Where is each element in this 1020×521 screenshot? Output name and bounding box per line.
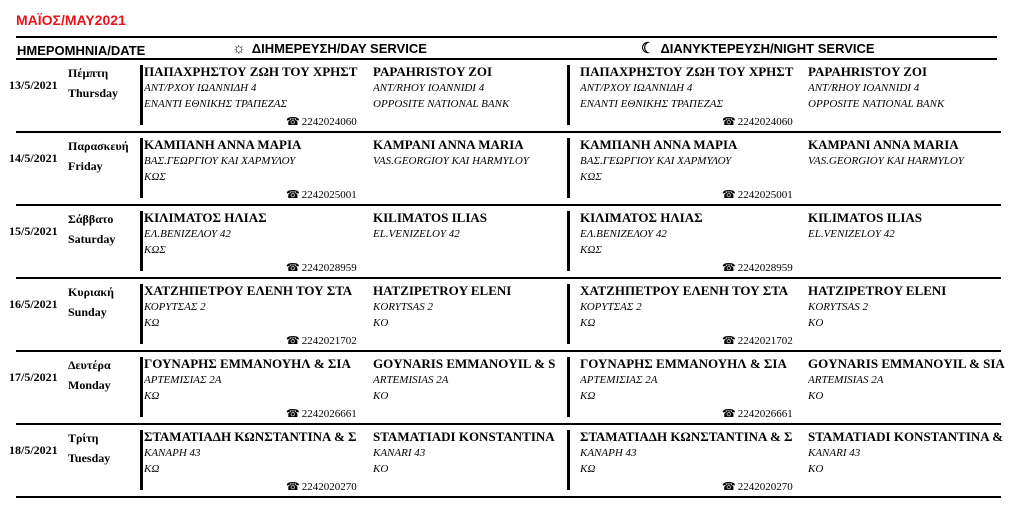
phone-number: 2242020270: [737, 481, 793, 493]
day-service-bar: [140, 357, 143, 417]
night-service-bar: [567, 138, 570, 198]
day-pharmacy-name-english: KILIMATOS ILIAS: [373, 210, 488, 225]
day-address-english-line2: KO: [373, 463, 389, 475]
day-address-greek-line1: ΕΛ.ΒΕΝΙΖΕΛΟΥ 42: [144, 228, 231, 240]
phone-number: 2242020270: [301, 481, 357, 493]
night-service-bar: [567, 284, 570, 344]
phone-number: 2242028959: [301, 262, 357, 274]
row-day-greek: Κυριακή: [68, 285, 114, 299]
telephone-icon: ☎: [286, 408, 300, 420]
day-phone: [286, 334, 357, 347]
night-address-english-line1: ANT/RHOY IOANNIDI 4: [808, 82, 920, 94]
night-address-english-line1: VAS.GEORGIOY KAI HARMYLOY: [808, 155, 964, 167]
night-address-greek-line1: ΑΝΤ/ΡΧΟΥ ΙΩΑΝΝΙΔΗ 4: [580, 82, 693, 94]
phone-number: 2242026661: [737, 408, 793, 420]
day-service-bar: [140, 430, 143, 490]
night-address-english-line2: KO: [808, 463, 824, 475]
night-pharmacy-name-english: PAPAHRISTOY ZOI: [808, 64, 928, 79]
night-address-greek-line1: ΒΑΣ.ΓΕΩΡΓΙΟΥ ΚΑΙ ΧΑΡΜΥΛΟΥ: [580, 155, 732, 167]
day-pharmacy-name-greek: ΣΤΑΜΑΤΙΑΔΗ ΚΩΝΣΤΑΝΤΙΝΑ & Σ: [144, 429, 357, 444]
night-pharmacy-name-english: KAMPANI ANNA MARIA: [808, 137, 959, 152]
day-address-greek-line2: ΚΩ: [144, 317, 160, 329]
day-service-bar: [140, 65, 143, 125]
phone-number: 2242024060: [301, 116, 357, 128]
day-address-greek-line2: ΚΩ: [144, 463, 160, 475]
page-title: ΜΑΪΟΣ/ΜΑΥ2021: [16, 12, 126, 28]
moon-icon: ☾: [641, 40, 655, 57]
row-separator: [16, 350, 1001, 352]
night-address-english-line1: ARTEMISIAS 2A: [808, 374, 884, 386]
night-address-greek-line1: ΑΡΤΕΜΙΣΙΑΣ 2Α: [580, 374, 658, 386]
day-pharmacy-name-english: GOYNARIS EMMANOYIL & S: [373, 356, 556, 371]
day-phone: [286, 407, 357, 420]
row-date: 16/5/2021: [9, 297, 58, 311]
night-address-english-line2: KO: [808, 317, 824, 329]
night-address-greek-line1: ΚΑΝΑΡΗ 43: [580, 447, 637, 459]
telephone-icon: ☎: [722, 408, 736, 420]
night-pharmacy-name-greek: ΚΑΜΠΑΝΗ ΑΝΝΑ ΜΑΡΙΑ: [580, 137, 738, 152]
day-address-greek-line1: ΑΡΤΕΜΙΣΙΑΣ 2Α: [144, 374, 222, 386]
telephone-icon: ☎: [722, 189, 736, 201]
row-day-greek: Δευτέρα: [68, 358, 111, 372]
night-pharmacy-name-greek: ΠΑΠΑΧΡΗΣΤΟΥ ΖΩΗ ΤΟΥ ΧΡΗΣΤ: [580, 64, 794, 79]
row-date: 18/5/2021: [9, 443, 58, 457]
phone-number: 2242025001: [737, 189, 793, 201]
phone-number: 2242025001: [301, 189, 357, 201]
telephone-icon: ☎: [286, 481, 300, 493]
day-address-greek-line1: ΑΝΤ/ΡΧΟΥ ΙΩΑΝΝΙΔΗ 4: [144, 82, 257, 94]
night-phone: [722, 188, 793, 201]
telephone-icon: ☎: [722, 335, 736, 347]
day-pharmacy-name-greek: ΓΟΥΝΑΡΗΣ ΕΜΜΑΝΟΥΗΛ & ΣΙΑ: [144, 356, 351, 371]
row-day-english: Saturday: [68, 232, 116, 246]
day-address-english-line2: KO: [373, 317, 389, 329]
telephone-icon: ☎: [286, 335, 300, 347]
day-service-bar: [140, 211, 143, 271]
day-service-header: [232, 41, 427, 56]
night-pharmacy-name-greek: ΓΟΥΝΑΡΗΣ ΕΜΜΑΝΟΥΗΛ & ΣΙΑ: [580, 356, 787, 371]
phone-number: 2242028959: [737, 262, 793, 274]
day-address-english-line2: KO: [373, 390, 389, 402]
night-address-english-line1: EL.VENIZELOY 42: [808, 228, 895, 240]
day-pharmacy-name-english: KAMPANI ANNA MARIA: [373, 137, 524, 152]
night-service-bar: [567, 357, 570, 417]
night-address-greek-line2: ΚΩ: [580, 390, 596, 402]
day-address-greek-line1: ΚΟΡΥΤΣΑΣ 2: [144, 301, 206, 313]
night-pharmacy-name-greek: ΧΑΤΖΗΠΕΤΡΟΥ ΕΛΕΝΗ ΤΟΥ ΣΤΑ: [580, 283, 789, 298]
night-address-english-line1: KANARI 43: [808, 447, 861, 459]
row-day-english: Thursday: [68, 86, 119, 100]
day-address-english-line2: OPPOSITE NATIONAL BANK: [373, 98, 510, 110]
header-bottom-rule: [16, 58, 997, 60]
night-service-header: [641, 41, 875, 56]
day-address-greek-line2: ΚΩ: [144, 390, 160, 402]
telephone-icon: ☎: [286, 262, 300, 274]
night-address-english-line2: KO: [808, 390, 824, 402]
row-date: 17/5/2021: [9, 370, 58, 384]
row-day-greek: Σάββατο: [68, 212, 114, 226]
night-pharmacy-name-greek: ΣΤΑΜΑΤΙΑΔΗ ΚΩΝΣΤΑΝΤΙΝΑ & Σ: [580, 429, 793, 444]
night-address-greek-line2: ΕΝΑΝΤΙ ΕΘΝΙΚΗΣ ΤΡΑΠΕΖΑΣ: [580, 98, 724, 110]
telephone-icon: ☎: [722, 262, 736, 274]
day-service-bar: [140, 284, 143, 344]
day-address-english-line1: ARTEMISIAS 2A: [373, 374, 449, 386]
night-phone: [722, 334, 793, 347]
row-date: 15/5/2021: [9, 224, 58, 238]
phone-number: 2242021702: [301, 335, 357, 347]
telephone-icon: ☎: [286, 116, 300, 128]
telephone-icon: ☎: [286, 189, 300, 201]
date-column-header: ΗΜΕΡΟΜΗΝΙΑ/DATE: [17, 43, 146, 58]
day-service-bar: [140, 138, 143, 198]
night-address-greek-line2: ΚΩ: [580, 463, 596, 475]
night-pharmacy-name-english: KILIMATOS ILIAS: [808, 210, 923, 225]
day-pharmacy-name-greek: ΠΑΠΑΧΡΗΣΤΟΥ ΖΩΗ ΤΟΥ ΧΡΗΣΤ: [144, 64, 358, 79]
day-address-english-line1: KANARI 43: [373, 447, 426, 459]
row-day-greek: Τρίτη: [68, 431, 99, 445]
row-day-english: Sunday: [68, 305, 107, 319]
day-address-english-line1: VAS.GEORGIOY KAI HARMYLOY: [373, 155, 529, 167]
day-service-label: ΔΙΗΜΕΡΕΥΣΗ/DAY SERVICE: [251, 41, 427, 56]
row-separator: [16, 423, 1001, 425]
night-pharmacy-name-english: HATZIPETROY ELENI: [808, 283, 947, 298]
day-phone: [286, 261, 357, 274]
header-top-rule: [16, 36, 997, 38]
night-address-greek-line2: ΚΩΣ: [580, 171, 602, 183]
row-separator: [16, 131, 1001, 133]
day-address-english-line1: EL.VENIZELOY 42: [373, 228, 460, 240]
row-day-english: Tuesday: [68, 451, 111, 465]
day-phone: [286, 115, 357, 128]
day-pharmacy-name-greek: ΚΙΛΙΜΑΤΟΣ ΗΛΙΑΣ: [144, 210, 267, 225]
night-address-greek-line1: ΕΛ.ΒΕΝΙΖΕΛΟΥ 42: [580, 228, 667, 240]
row-date: 13/5/2021: [9, 78, 58, 92]
night-phone: [722, 407, 793, 420]
phone-number: 2242024060: [737, 116, 793, 128]
telephone-icon: ☎: [722, 481, 736, 493]
day-address-greek-line2: ΕΝΑΝΤΙ ΕΘΝΙΚΗΣ ΤΡΑΠΕΖΑΣ: [144, 98, 288, 110]
day-pharmacy-name-greek: ΧΑΤΖΗΠΕΤΡΟΥ ΕΛΕΝΗ ΤΟΥ ΣΤΑ: [144, 283, 353, 298]
night-address-greek-line1: ΚΟΡΥΤΣΑΣ 2: [580, 301, 642, 313]
night-service-bar: [567, 65, 570, 125]
day-pharmacy-name-english: STAMATIADI KONSTANTINA: [373, 429, 555, 444]
row-day-english: Monday: [68, 378, 111, 392]
night-pharmacy-name-english: STAMATIADI KONSTANTINA &: [808, 429, 1004, 444]
day-address-english-line1: KORYTSAS 2: [373, 301, 434, 313]
night-service-bar: [567, 430, 570, 490]
phone-number: 2242021702: [737, 335, 793, 347]
day-pharmacy-name-greek: ΚΑΜΠΑΝΗ ΑΝΝΑ ΜΑΡΙΑ: [144, 137, 302, 152]
day-phone: [286, 480, 357, 493]
night-address-english-line2: OPPOSITE NATIONAL BANK: [808, 98, 945, 110]
night-service-label: ΔΙΑΝΥΚΤΕΡΕΥΣΗ/NIGHT SERVICE: [660, 41, 875, 56]
row-separator: [16, 496, 1001, 498]
night-pharmacy-name-greek: ΚΙΛΙΜΑΤΟΣ ΗΛΙΑΣ: [580, 210, 703, 225]
night-service-bar: [567, 211, 570, 271]
night-phone: [722, 115, 793, 128]
night-address-greek-line2: ΚΩ: [580, 317, 596, 329]
day-address-english-line1: ANT/RHOY IOANNIDI 4: [373, 82, 485, 94]
day-address-greek-line2: ΚΩΣ: [144, 171, 166, 183]
day-pharmacy-name-english: HATZIPETROY ELENI: [373, 283, 512, 298]
phone-number: 2242026661: [301, 408, 357, 420]
day-pharmacy-name-english: PAPAHRISTOY ZOI: [373, 64, 493, 79]
day-address-greek-line2: ΚΩΣ: [144, 244, 166, 256]
sun-icon: ☼: [232, 40, 246, 57]
night-phone: [722, 261, 793, 274]
day-address-greek-line1: ΚΑΝΑΡΗ 43: [144, 447, 201, 459]
row-separator: [16, 277, 1001, 279]
row-separator: [16, 204, 1001, 206]
day-address-greek-line1: ΒΑΣ.ΓΕΩΡΓΙΟΥ ΚΑΙ ΧΑΡΜΥΛΟΥ: [144, 155, 296, 167]
row-day-greek: Παρασκευή: [68, 139, 129, 153]
day-phone: [286, 188, 357, 201]
night-pharmacy-name-english: GOYNARIS EMMANOYIL & SIA: [808, 356, 1005, 371]
row-date: 14/5/2021: [9, 151, 58, 165]
night-phone: [722, 480, 793, 493]
row-day-greek: Πέμπτη: [68, 66, 109, 80]
telephone-icon: ☎: [722, 116, 736, 128]
night-address-greek-line2: ΚΩΣ: [580, 244, 602, 256]
night-address-english-line1: KORYTSAS 2: [808, 301, 869, 313]
row-day-english: Friday: [68, 159, 103, 173]
